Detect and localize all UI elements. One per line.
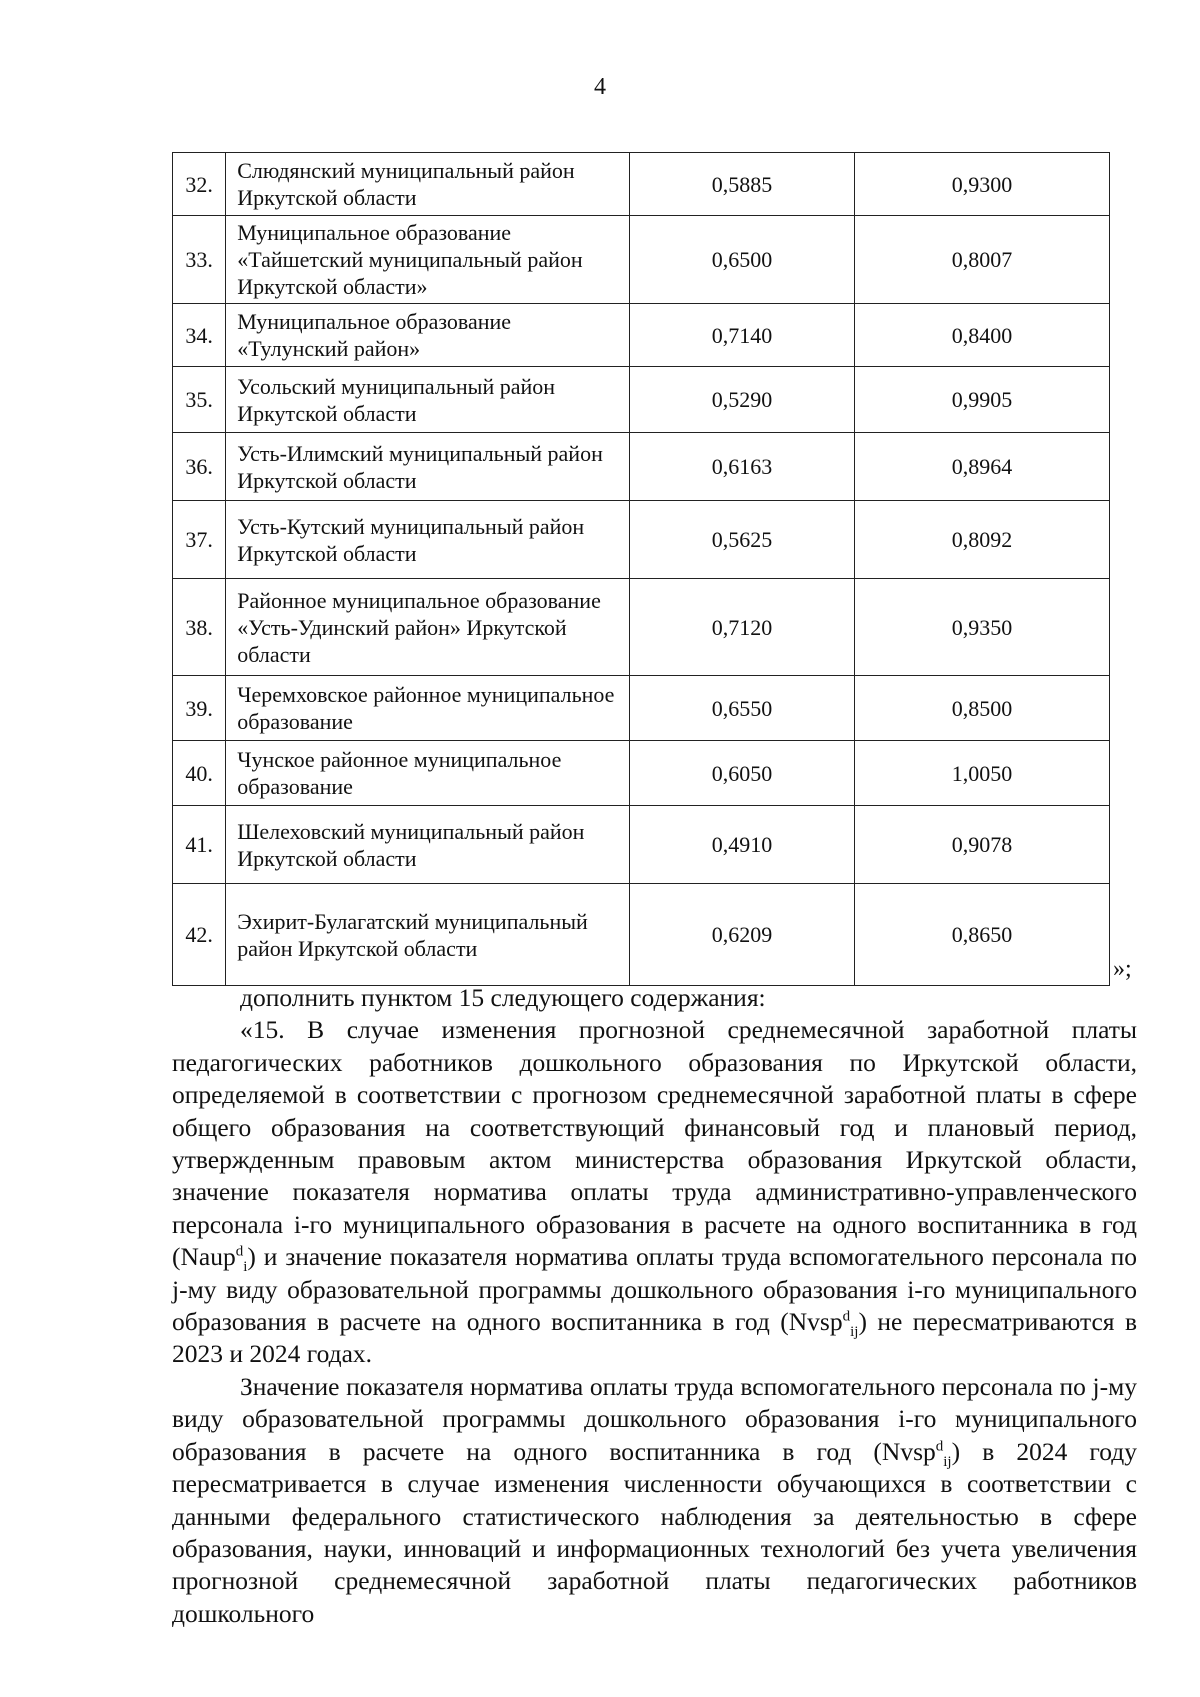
municipality-name: Слюдянский муниципальный район Иркутской области: [226, 153, 630, 216]
paragraph-nvsp: Значение показателя норматива оплаты труда вспомогательного персонала по j-му виду образовательной программы дошкольного образования i-го муниципального образования в расчете на одного воспитанника в год (Nvsp$^d_{ij}$) в 2024 году пересматривается в случае изменения численности обучающихся в соответствии с данными федерального статистического наблюдения за деятельностью в сфере образования, науки, инноваций и информационных технологий без учета увеличения прогнозной среднемесячной заработной платы педагогических работников дошкольного: [172, 1371, 1137, 1628]
row-number: 35.: [173, 367, 226, 433]
municipality-name: Черемховское районное муниципальное образование: [226, 676, 630, 741]
value-2: 0,9905: [854, 367, 1109, 433]
value-2: 0,8964: [854, 433, 1109, 501]
value-1: 0,5885: [630, 153, 855, 216]
row-number: 38.: [173, 579, 226, 676]
table-row: [173, 501, 1110, 579]
municipality-name: Усть-Илимский муниципальный район Иркутской области: [226, 433, 630, 501]
municipality-name: Шелеховский муниципальный район Иркутской области: [226, 806, 630, 884]
row-number: 42.: [173, 884, 226, 986]
amendment-lead: дополнить пунктом 15 следующего содержания:: [240, 983, 766, 1012]
value-1: 0,5625: [630, 501, 855, 579]
value-1: 0,4910: [630, 806, 855, 884]
table-row: [173, 806, 1110, 884]
row-number: 34.: [173, 304, 226, 367]
table-row: [173, 367, 1110, 433]
value-2: 0,9350: [854, 579, 1109, 676]
municipality-name: Усть-Кутский муниципальный район Иркутской области: [226, 501, 630, 579]
table-row: [173, 741, 1110, 806]
municipality-name: Усольский муниципальный район Иркутской области: [226, 367, 630, 433]
table-row: [173, 676, 1110, 741]
table-row: [173, 579, 1110, 676]
paragraph-15: «15. В случае изменения прогнозной среднемесячной заработной платы педагогических работников дошкольного образования по Иркутской области, определяемой в соответствии с прогнозом среднемесячной заработной платы в сфере общего образования на соответствующий финансовый год и плановый период, утвержденным правовым актом министерства образования Иркутской области, значение показателя норматива оплаты труда административно-управленческого персонала i-го муниципального образования в расчете на одного воспитанника в год (Naup$^d_i$) и значение показателя норматива оплаты труда вспомогательного персонала по j-му виду образовательной программы дошкольного образования i-го муниципального образования в расчете на одного воспитанника в год (Nvsp$^d_{ij}$) не пересматриваются в 2023 и 2024 годах.: [172, 1015, 1137, 1369]
row-number: 36.: [173, 433, 226, 501]
municipality-name: Районное муниципальное образование «Усть-Удинский район» Иркутской области: [226, 579, 630, 676]
value-1: 0,6500: [630, 216, 855, 304]
value-2: 0,8650: [854, 884, 1109, 986]
closing-quote: »;: [1113, 956, 1132, 982]
municipality-name: Муниципальное образование «Тулунский район»: [226, 304, 630, 367]
value-1: 0,6550: [630, 676, 855, 741]
value-2: 0,8500: [854, 676, 1109, 741]
value-2: 0,9078: [854, 806, 1109, 884]
value-2: 0,9300: [854, 153, 1109, 216]
value-2: 0,8007: [854, 216, 1109, 304]
value-2: 1,0050: [854, 741, 1109, 806]
value-2: 0,8092: [854, 501, 1109, 579]
value-1: 0,6209: [630, 884, 855, 986]
row-number: 37.: [173, 501, 226, 579]
table-row: [173, 153, 1110, 216]
value-1: 0,6163: [630, 433, 855, 501]
table-row: [173, 433, 1110, 501]
row-number: 39.: [173, 676, 226, 741]
table-row: [173, 304, 1110, 367]
page-number: 4: [594, 74, 606, 100]
data-table: [172, 152, 1110, 986]
municipality-name: Муниципальное образование «Тайшетский муниципальный район Иркутской области»: [226, 216, 630, 304]
row-number: 40.: [173, 741, 226, 806]
body-text: [172, 982, 1137, 1630]
row-number: 33.: [173, 216, 226, 304]
municipality-name: Чунское районное муниципальное образование: [226, 741, 630, 806]
row-number: 41.: [173, 806, 226, 884]
value-1: 0,7120: [630, 579, 855, 676]
municipality-name: Эхирит-Булагатский муниципальный район Иркутской области: [226, 884, 630, 986]
value-2: 0,8400: [854, 304, 1109, 367]
value-1: 0,6050: [630, 741, 855, 806]
value-1: 0,7140: [630, 304, 855, 367]
table-row: [173, 884, 1110, 986]
table-row: [173, 216, 1110, 304]
row-number: 32.: [173, 153, 226, 216]
value-1: 0,5290: [630, 367, 855, 433]
